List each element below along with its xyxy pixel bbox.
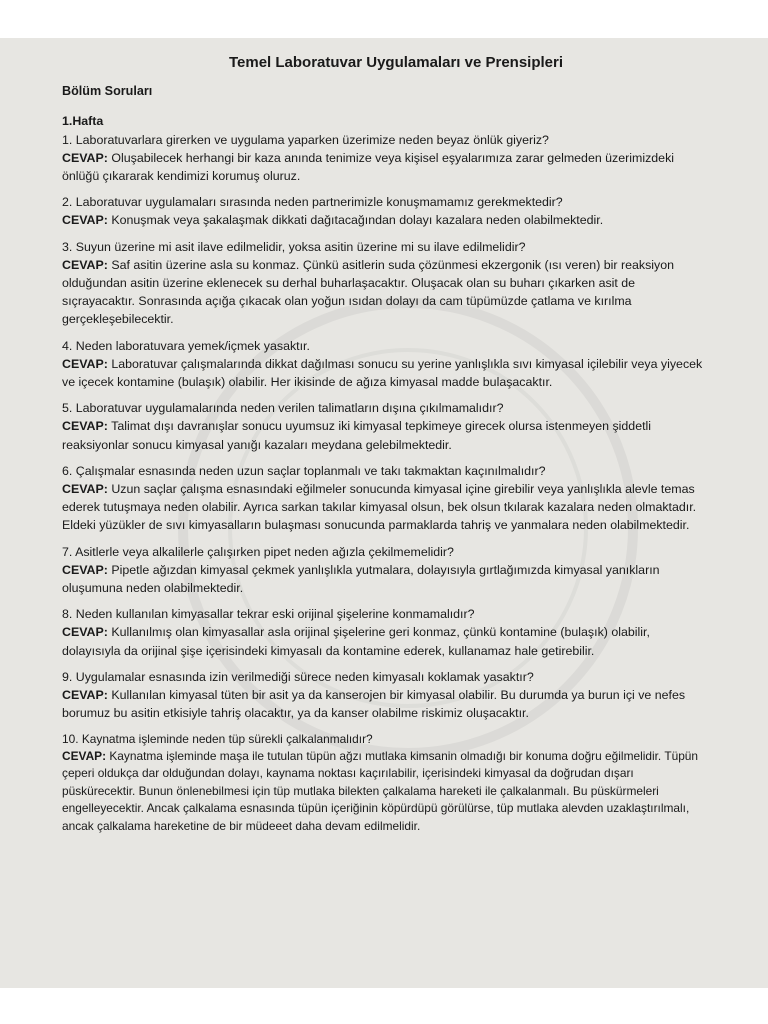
answer [62,686,710,722]
answer-text: Talimat dışı davranışlar sonucu uyumsuz iki kimyasal tepkimeye girecek olursa istenmeyen şiddetli reaksiyonlar sonucu kimyasal yanığı kazaları meydana gelebilmektedir. [62,419,652,452]
answer-label: CEVAP: [62,482,108,497]
answer-text: Pipetle ağızdan kimyasal çekmek yanlışlıkla yutmalara, dolayısıyla gırtlağımızda kimyasal yanıkların oluşumuna neden olabilmektedir. [62,562,660,596]
answer-text: Kullanılmış olan kimyasallar asla orijinal şişelerine geri konmaz, çünkü kontamine (bulaşık) olabilir, dolayısıyla da orijinal şişe içerisindeki kimyasalı da kontamine ederek, kullanamaz hale getirebilir. [62,625,650,658]
answer-label: CEVAP: [62,150,108,165]
answer-label: CEVAP: [62,419,108,434]
question: 7. Asitlerle veya alkalilerle çalışırken pipet neden ağızla çekilmemelidir? [62,544,454,559]
answer [62,480,710,535]
answer-label: CEVAP: [62,356,108,371]
qa-item-8 [62,605,710,660]
answer-text: Uzun saçlar çalışma esnasındaki eğilmeler sonucunda kimyasal içine girebilir veya yanlışlıkla alevle temas ederek tutuşmaya neden olabilir. Ayrıca sarkan takılar kimyasal olsun, bek olsun tkılarak kazalara neden olmaktadır. Eldeki yüzükler de sıvı kimyasalların bulaşması sonucunda parmaklarda tahriş ve yanmalara neden olabilmektedir. [62,482,697,533]
question: 10. Kaynatma işleminde neden tüp sürekli çalkalanmalıdır? [62,731,373,746]
answer [62,211,710,229]
qa-item-1 [62,131,710,186]
answer-label: CEVAP: [62,748,107,763]
question: 4. Neden laboratuvara yemek/içmek yasaktır. [62,338,310,353]
answer-label: CEVAP: [62,257,108,272]
question: 3. Suyun üzerine mi asit ilave edilmelidir, yoksa asitin üzerine mi su ilave edilmelidir? [62,239,526,254]
answer-text: Saf asitin üzerine asla su konmaz. Çünkü asitlerin suda çözünmesi ekzergonik (ısı veren) bir reaksiyon olduğundan asitin üzerine eklenecek su derhal buharlaşacaktır. Oluşacak olan su buharı çıkarken asit de sıçrayacaktır. Sonrasında açığa çıkacak olan yoğun ısıdan dolayı da cam tüpümüzde çatlama ve kırılma gerçekleşebilecektir. [62,257,675,327]
qa-item-4 [62,337,710,392]
answer-text: Kaynatma işleminde maşa ile tutulan tüpün ağzı mutlaka kimsanin olmadığı bir konuma doğru eğilmelidir. Tüpün çeperi oldukça dar olduğundan dolayı, kaynama noktası kaçırılabilir, içerisindeki kimyasal da doğrudan dışarı püskürecektir. Bunun önlenebilmesi için tüp mutlaka bilekten çalkalama hareketi ile çalkalanmalı. Bu püskürmeleri engelleyecektir. Ancak çalkalama esnasında tüpün içeriğinin köpürdüpü görülürse, tüp mutlaka alevden uzaklaştırılmalı, ancak çalkalama hareketine de bir müdeeet daha devam edilmelidir. [62,748,699,833]
answer [62,623,710,659]
qa-item-7 [62,543,710,598]
question: 6. Çalışmalar esnasında neden uzun saçlar toplanmalı ve takı takmaktan kaçınılmalıdır? [62,463,546,478]
document-body [62,54,710,843]
answer-label: CEVAP: [62,688,108,703]
answer [62,561,710,597]
document-title: Temel Laboratuvar Uygulamaları ve Prensipleri [228,54,564,71]
qa-item-9 [62,668,710,723]
week-heading: 1.Hafta [62,114,104,129]
answer [62,355,710,391]
question: 9. Uygulamalar esnasında izin verilmediği sürece neden kimyasalı koklamak yasaktır? [62,669,534,684]
section-heading: Bölüm Soruları [62,84,153,99]
qa-item-2 [62,193,710,229]
question: 2. Laboratuvar uygulamaları sırasında neden partnerimizle konuşmamamız gerekmektedir? [62,195,563,210]
question: 1. Laboratuvarlara girerken ve uygulama yaparken üzerimize neden beyaz önlük giyeriz? [62,132,549,147]
answer [62,748,710,835]
question: 5. Laboratuvar uygulamalarında neden verilen talimatların dışına çıkılmamalıdır? [62,401,504,416]
question: 8. Neden kullanılan kimyasallar tekrar eski orijinal şişelerine konmamalıdır? [62,607,475,622]
qa-item-10 [62,731,710,835]
answer-text: Oluşabilecek herhangi bir kaza anında tenimize veya kişisel eşyalarımıza zarar gelmeden üzerimizdeki önlüğü çıkararak kendimizi korumuş oluruz. [62,150,675,184]
answer-label: CEVAP: [62,625,108,640]
answer-label: CEVAP: [62,562,108,577]
answer-text: Konuşmak veya şakalaşmak dikkati dağıtacağından dolayı kazalara neden olabilmektedir. [111,213,604,228]
answer-label: CEVAP: [62,213,108,228]
qa-item-3 [62,238,710,329]
answer [62,256,710,329]
answer [62,149,710,185]
scanned-page [0,38,768,988]
qa-item-5 [62,399,710,454]
answer-text: Kullanılan kimyasal tüten bir asit ya da kanserojen bir kimyasal olabilir. Bu durumda ya burun içi ve nefes borumuz bu asitin etkisiyle tahriş olacaktır, ya da kanser olabilme riskimiz oluşacaktır. [62,688,686,721]
answer [62,417,710,453]
qa-item-6 [62,462,710,535]
answer-text: Laboratuvar çalışmalarında dikkat dağılması sonucu su yerine yanlışlıkla sıvı kimyasal içilebilir veya yiyecek ve içecek kontamine (bulaşık) olabilir. Her ikisinde de ağıza kimyasal madde bulaşacaktır. [62,356,703,390]
